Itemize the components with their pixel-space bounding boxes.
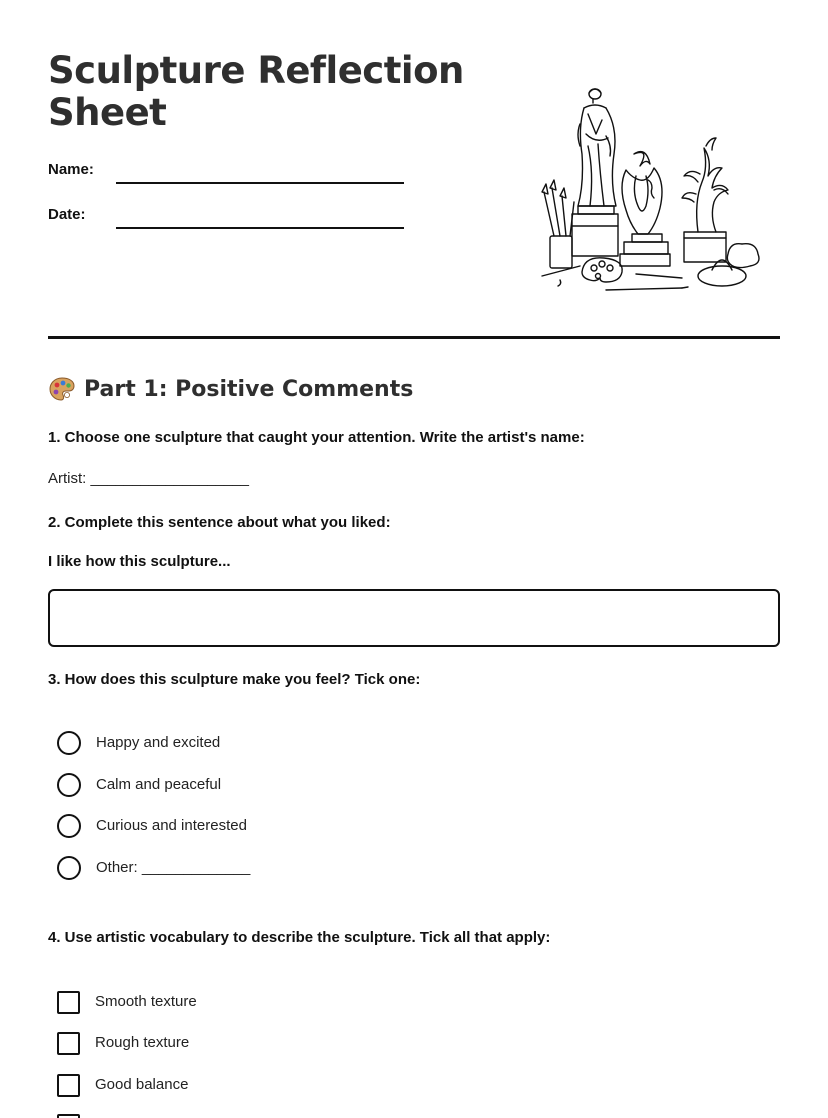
name-field[interactable] (116, 182, 404, 184)
vocab-option-rough-texture[interactable] (57, 1031, 189, 1055)
radio-button[interactable] (57, 814, 81, 838)
option-label: Curious and interested (96, 817, 247, 834)
vocab-option-good-balance[interactable] (57, 1073, 188, 1097)
question-3: 3. How does this sculpture make you feel? Tick one: (48, 671, 421, 688)
part1-heading (48, 374, 413, 404)
artist-answer-field[interactable]: Artist: ___________________ (48, 470, 250, 487)
feeling-option-curious[interactable] (57, 814, 247, 838)
name-field-row (48, 160, 408, 190)
sculptures-illustration-icon (536, 84, 760, 298)
vocab-option-smooth-texture[interactable] (57, 990, 197, 1014)
carving-tools-icon (542, 266, 688, 290)
checkbox[interactable] (57, 1074, 80, 1097)
question-2: 2. Complete this sentence about what you liked: (48, 514, 391, 531)
brush-pot-icon (542, 180, 574, 268)
vocab-option-next[interactable] (57, 1113, 95, 1118)
tree-sculpture-icon (682, 138, 728, 262)
clay-lump-icon (698, 244, 759, 286)
radio-button[interactable] (57, 731, 81, 755)
artist-palette-icon (48, 375, 76, 403)
question-4: 4. Use artistic vocabulary to describe the sculpture. Tick all that apply: (48, 929, 551, 946)
sentence-answer-box[interactable] (48, 589, 780, 647)
page-title: Sculpture Reflection Sheet (48, 49, 464, 134)
radio-button[interactable] (57, 856, 81, 880)
section-divider (48, 336, 780, 339)
option-label: Good balance (95, 1076, 189, 1093)
feeling-option-calm[interactable] (57, 773, 221, 797)
paint-palette-icon (582, 258, 622, 282)
part1-heading-text: Part 1: Positive Comments (84, 376, 414, 402)
date-field-row (48, 205, 408, 235)
option-label: Calm and peaceful (96, 776, 222, 793)
option-label: Other: _____________ (96, 859, 251, 876)
feeling-option-other[interactable] (57, 856, 250, 880)
question-1: 1. Choose one sculpture that caught your attention. Write the artist's name: (48, 429, 585, 446)
option-label: Rough texture (95, 1034, 190, 1051)
date-label: Date: (48, 206, 86, 223)
sentence-starter: I like how this sculpture... (48, 553, 231, 570)
radio-button[interactable] (57, 773, 81, 797)
abstract-sculpture-icon (620, 152, 670, 266)
name-label: Name: (48, 161, 94, 178)
option-label: Smooth texture (95, 993, 197, 1010)
classical-statue-icon (572, 89, 618, 256)
checkbox[interactable] (57, 991, 80, 1014)
option-label: Happy and excited (96, 734, 221, 751)
checkbox[interactable] (57, 1032, 80, 1055)
date-field[interactable] (116, 227, 404, 229)
checkbox[interactable] (57, 1114, 80, 1118)
feeling-option-happy[interactable] (57, 731, 220, 755)
